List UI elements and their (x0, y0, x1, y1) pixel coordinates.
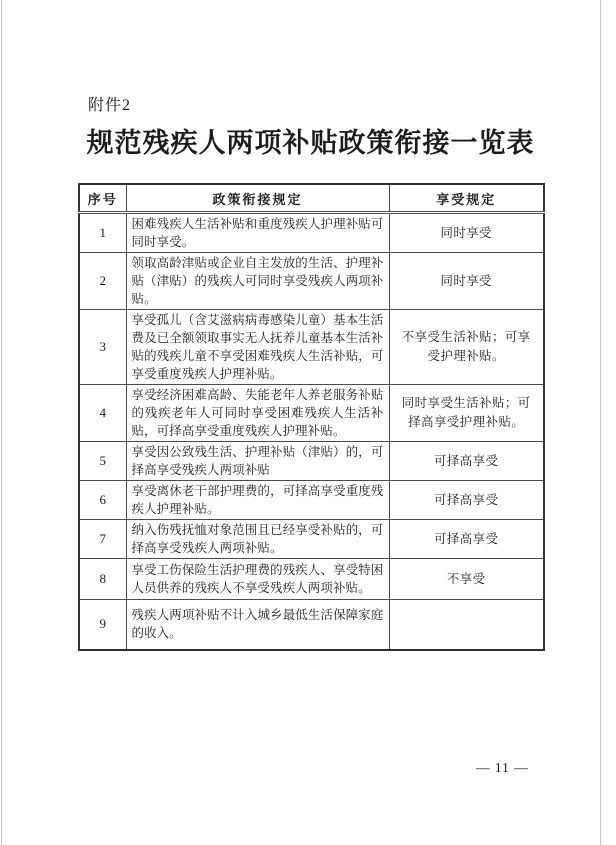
policy-text: 享受因公致残生活、护理补贴（津贴）的，可择高享受残疾人两项补贴 (126, 442, 389, 481)
table-row (79, 559, 544, 600)
policy-table (78, 183, 545, 651)
table-row (79, 385, 544, 442)
page-scan-edge-right (600, 0, 601, 845)
document-title: 规范残疾人两项补贴政策衔接一览表 (86, 128, 535, 158)
entitlement-text: 不享受 (389, 559, 544, 600)
entitlement-text: 可择高享受 (389, 442, 544, 481)
entitlement-text: 同时享受 (389, 213, 544, 253)
policy-text: 残疾人两项补贴不计入城乡最低生活保障家庭的收入。 (126, 600, 389, 650)
row-number: 6 (79, 481, 126, 520)
header-cell-number: 序号 (79, 184, 126, 213)
entitlement-text: 可择高享受 (389, 520, 544, 559)
table-row (79, 310, 544, 385)
policy-text: 享受离休老干部护理费的，可择高享受重度残疾人护理补贴。 (126, 481, 389, 520)
table-row (79, 481, 544, 520)
policy-table-container (78, 183, 543, 651)
row-number: 4 (79, 385, 126, 442)
policy-text: 享受孤儿（含艾滋病病毒感染儿童）基本生活费及已全额领取事实无人抚养儿童基本生活补贴的残疾儿童不享受困难残疾人生活补贴，可享受重度残疾人护理补贴。 (126, 310, 389, 385)
policy-text: 纳入伤残抚恤对象范围且已经享受补贴的，可择高享受残疾人两项补贴。 (126, 520, 389, 559)
row-number: 5 (79, 442, 126, 481)
entitlement-text: 不享受生活补贴；可享受护理补贴。 (389, 310, 544, 385)
entitlement-text: 同时享受生活补贴；可择高享受护理补贴。 (389, 385, 544, 442)
table-row (79, 213, 544, 253)
row-number: 3 (79, 310, 126, 385)
page-number: — 11 — (476, 760, 529, 775)
entitlement-text (389, 600, 544, 650)
page-scan-edge-left (1, 0, 2, 845)
table-row (79, 253, 544, 310)
table-header-row (79, 184, 544, 213)
header-cell-policy: 政策衔接规定 (126, 184, 389, 213)
row-number: 9 (79, 600, 126, 650)
policy-text: 享受工伤保险生活护理费的残疾人、享受特困人员供养的残疾人不享受残疾人两项补贴。 (126, 559, 389, 600)
row-number: 2 (79, 253, 126, 310)
row-number: 8 (79, 559, 126, 600)
entitlement-text: 同时享受 (389, 253, 544, 310)
policy-text: 享受经济困难高龄、失能老年人养老服务补贴的残疾老年人可同时享受困难残疾人生活补贴，可择高享受重度残疾人护理补贴。 (126, 385, 389, 442)
table-row (79, 442, 544, 481)
row-number: 1 (79, 213, 126, 253)
policy-text: 领取高龄津贴或企业自主发放的生活、护理补贴（津贴）的残疾人可同时享受残疾人两项补贴。 (126, 253, 389, 310)
row-number: 7 (79, 520, 126, 559)
policy-text: 困难残疾人生活补贴和重度残疾人护理补贴可同时享受。 (126, 213, 389, 253)
table-row (79, 520, 544, 559)
attachment-label: 附件2 (88, 97, 132, 114)
entitlement-text: 可择高享受 (389, 481, 544, 520)
table-row (79, 600, 544, 650)
header-cell-entitlement: 享受规定 (389, 184, 544, 213)
